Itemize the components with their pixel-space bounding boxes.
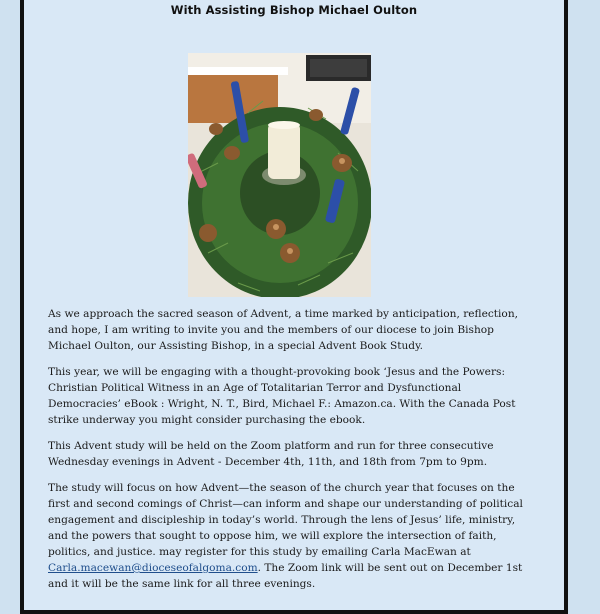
center-white-candle <box>268 123 300 179</box>
paragraph-invitation: As we approach the sacred season of Advent, a time marked by anticipation, reflection, and hope, I am writing to invite you and the members of our diocese to join Bishop Michael Oulton, our Assisting Bishop, in a special Advent Book Study. <box>48 308 519 352</box>
advent-wreath-photo <box>188 53 371 297</box>
photo-radiator-grill <box>310 59 367 77</box>
paragraph-focus <box>48 480 532 592</box>
paragraph-schedule: This Advent study will be held on the Zoom platform and run for three consecutive Wednesday evenings in Advent - December 4th, 11th, and 18th from 7pm to 9pm. <box>48 440 494 468</box>
paragraph-focus-tail: . The Zoom link will be sent out on December 1st and it will be the same link for all three evenings. <box>48 562 523 590</box>
email-link[interactable]: Carla.macewan@dioceseofalgoma.com <box>48 562 258 574</box>
paragraph-book: This year, we will be engaging with a thought-provoking book ‘Jesus and the Powers: Christian Political Witness in an Age of Totalitarian Terror and Dysfunctional Democracies’ eBook : Wright, N. T., Bird, Michael F.: Amazon.ca. With the Canada Post strike underway you might consider purchasing the ebook. <box>48 366 516 426</box>
letter-body <box>48 306 532 602</box>
photo-baseboard <box>188 67 288 75</box>
advent-wreath-image <box>188 53 371 297</box>
center-candle-top <box>268 121 300 129</box>
paragraph-focus-text: The study will focus on how Advent—the season of the church year that focuses on the first and second comings of Christ—can inform and shape our understanding of political engagement and discipleship in today’s world. Through the lens of Jesus’ life, ministry, and the powers that sought to oppose him, we will explore the intersection of faith, politics, and justice. may register for this study by emailing Carla MacEwan at <box>48 482 523 558</box>
document-subtitle: With Assisting Bishop Michael Oulton <box>170 3 418 17</box>
